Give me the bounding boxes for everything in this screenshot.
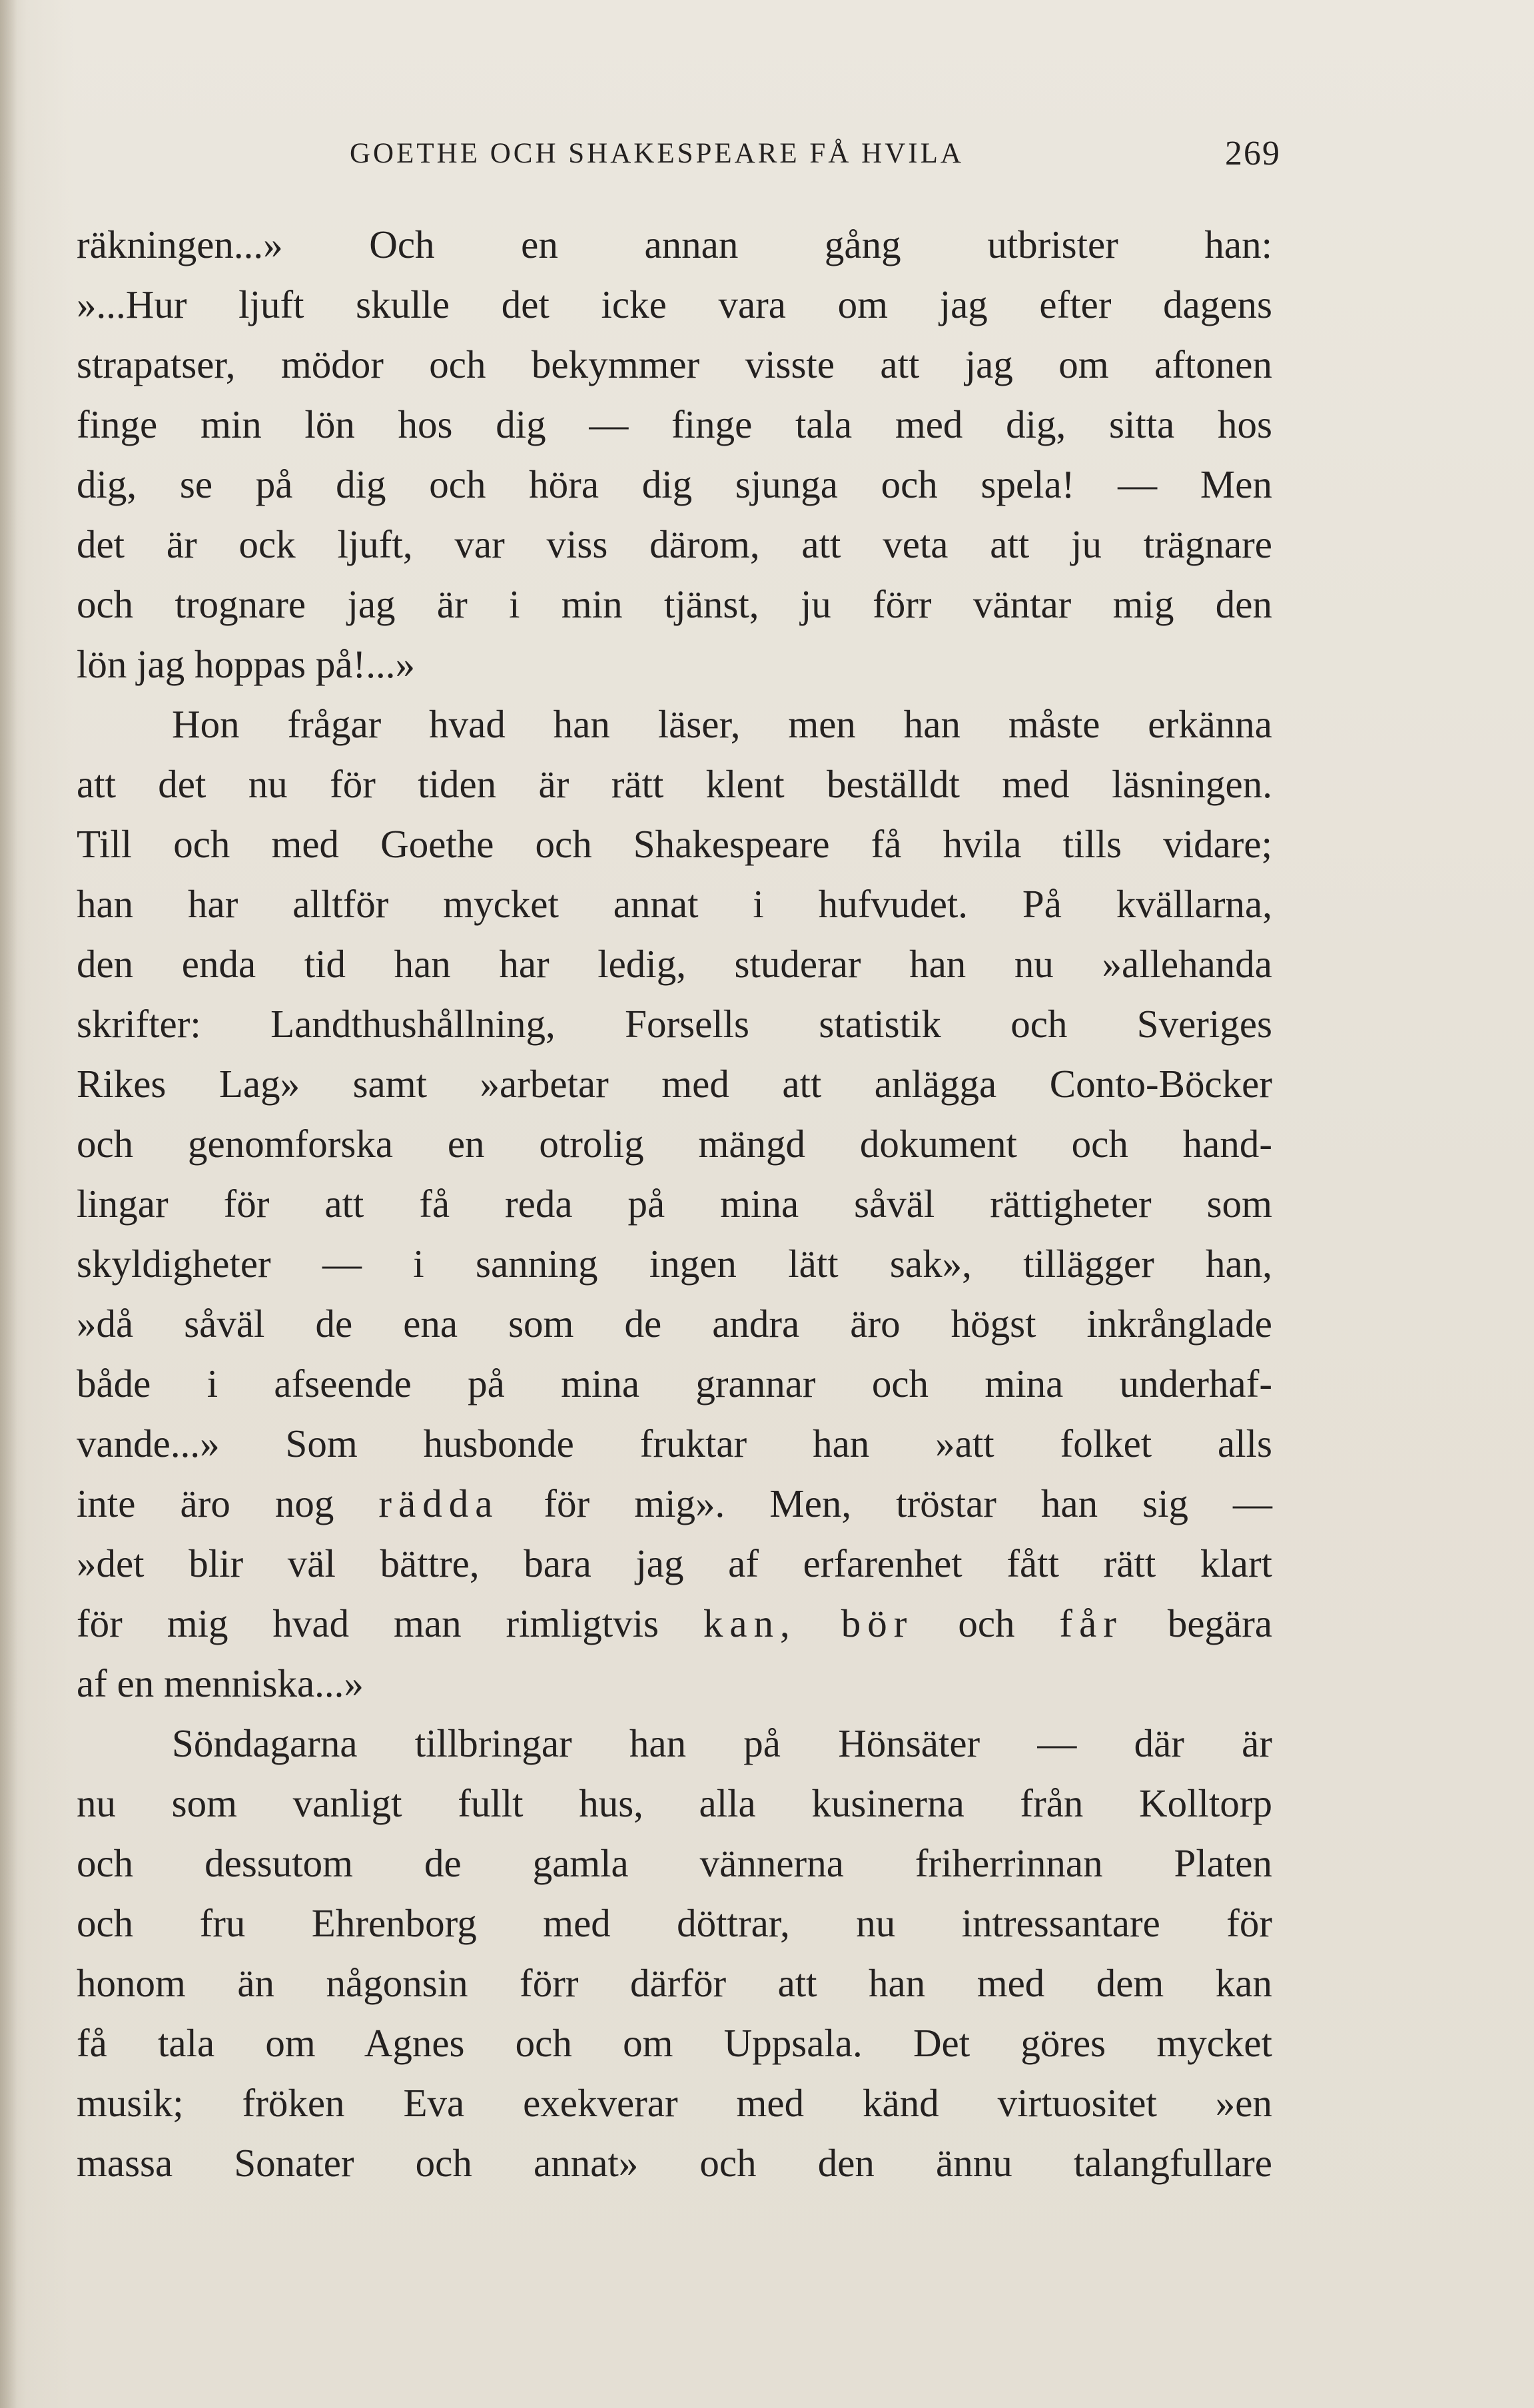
- text-line: lingar för att få reda på mina såväl rättigheter som: [77, 1182, 1272, 1226]
- paragraph-start-line: Hon frågar hvad han läser, men han måste erkänna: [172, 702, 1272, 746]
- text-line: [77, 1593, 1272, 1653]
- text-line: finge min lön hos dig — finge tala med dig, sitta hos: [77, 402, 1272, 446]
- text-line: det är ock ljuft, var viss därom, att veta att ju trägnare: [77, 522, 1272, 566]
- text-line: musik; fröken Eva exekverar med känd virtuositet »en: [77, 2081, 1272, 2125]
- text-segment: för mig hvad man rimligtvis: [77, 1601, 659, 1645]
- text-line: vande...» Som husbonde fruktar han »att folket alls: [77, 1421, 1272, 1465]
- text-line: att det nu för tiden är rätt klent beställdt med läsningen.: [77, 762, 1272, 806]
- text-line: räkningen...» Och en annan gång utbrister han:: [77, 222, 1272, 266]
- page-number: 269: [1225, 135, 1281, 173]
- emphasized-word: bör: [841, 1601, 914, 1645]
- text-line: och dessutom de gamla vännerna friherrinnan Platen: [77, 1841, 1272, 1885]
- text-segment: inte äro nog: [77, 1481, 334, 1525]
- text-line: den enda tid han har ledig, studerar han nu »allehanda: [77, 942, 1272, 986]
- text-line: honom än någonsin förr därför att han med dem kan: [77, 1961, 1272, 2005]
- text-line: Till och med Goethe och Shakespeare få hvila tills vidare;: [77, 822, 1272, 866]
- emphasized-word: kan,: [703, 1601, 797, 1645]
- emphasized-word: rädda: [378, 1481, 500, 1525]
- text-line: skrifter: Landthushållning, Forsells statistik och Sveriges: [77, 1002, 1272, 1046]
- text-line: »då såväl de ena som de andra äro högst inkrånglade: [77, 1302, 1272, 1346]
- text-line: lön jag hoppas på!...»: [77, 642, 415, 686]
- text-segment: för mig». Men, tröstar han sig —: [544, 1481, 1272, 1525]
- text-line: nu som vanligt fullt hus, alla kusinerna från Kolltorp: [77, 1781, 1272, 1825]
- text-line: af en menniska...»: [77, 1661, 364, 1705]
- paragraph-start-line: Söndagarna tillbringar han på Hönsäter — där är: [172, 1721, 1272, 1765]
- text-line: »...Hur ljuft skulle det icke vara om jag efter dagens: [77, 282, 1272, 326]
- running-title: GOETHE OCH SHAKESPEARE FÅ HVILA: [350, 138, 964, 169]
- text-line: han har alltför mycket annat i hufvudet. På kvällarna,: [77, 882, 1272, 926]
- text-line: strapatser, mödor och bekymmer visste att jag om aftonen: [77, 342, 1272, 386]
- running-head: [0, 131, 1534, 177]
- text-line: »det blir väl bättre, bara jag af erfarenhet fått rätt klart: [77, 1541, 1272, 1585]
- text-line: och genomforska en otrolig mängd dokument och hand-: [77, 1122, 1272, 1166]
- text-segment: begära: [1167, 1601, 1273, 1645]
- text-line: och fru Ehrenborg med döttrar, nu intressantare för: [77, 1901, 1272, 1945]
- text-line: Rikes Lag» samt »arbetar med att anlägga Conto-Böcker: [77, 1062, 1272, 1106]
- text-line: dig, se på dig och höra dig sjunga och spela! — Men: [77, 462, 1272, 506]
- emphasized-word: får: [1059, 1601, 1123, 1645]
- text-line: massa Sonater och annat» och den ännu talangfullare: [77, 2141, 1272, 2185]
- spine-shadow: [0, 0, 17, 2408]
- text-line: skyldigheter — i sanning ingen lätt sak», tillägger han,: [77, 1242, 1272, 1286]
- text-line: [77, 1473, 1272, 1533]
- text-line: få tala om Agnes och om Uppsala. Det göres mycket: [77, 2021, 1272, 2065]
- text-line: både i afseende på mina grannar och mina underhaf-: [77, 1362, 1272, 1405]
- body-text: [77, 214, 1272, 2193]
- text-line: och trognare jag är i min tjänst, ju förr väntar mig den: [77, 582, 1272, 626]
- text-segment: och: [958, 1601, 1015, 1645]
